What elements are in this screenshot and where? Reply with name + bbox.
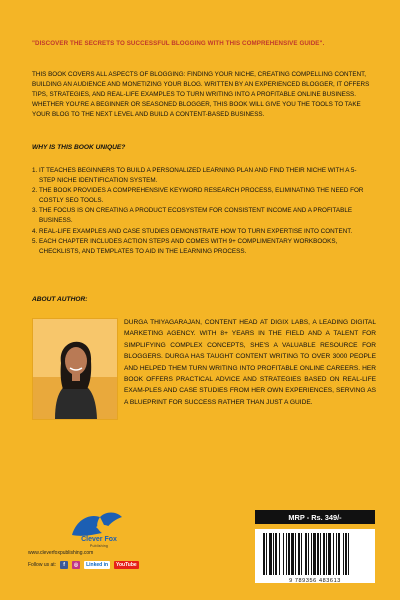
list-text: REAL-LIFE EXAMPLES AND CASE STUDIES DEMONSTRATE HOW TO TURN EXPERTISE INTO CONTENT.: [39, 227, 353, 235]
author-bio: DURGA THIYAGARAJAN, CONTENT HEAD AT DIGIX LABS, A LEADING DIGITAL MARKETING AGENCY. WITH 8+ YEARS IN THE FIELD AND A TALENT FOR SIMPLIFYING COMPLEX CONCEPTS, SHE'S A VALUABLE RESOURCE FOR BLOGGERS. DURGA HAS TAUGHT CONTENT WRITING TO OVER 3000 PEOPLE AND HELPED THEM TURN WRITING INTO PROFITABLE ONLINE CAREERS. HER BOOK OFFERS PRACTICAL ADVICE AND STRATEGIES BASED ON REAL-LIFE EXAM-PLES AND CASE STUDIES FROM HER OWN EXPERIENCES, SERVING AS A BLUEPRINT FOR SUCCESS RATHER THAN JUST A GUIDE.: [124, 319, 376, 406]
why-heading: WHY IS THIS BOOK UNIQUE?: [32, 144, 126, 151]
list-text: IT TEACHES BEGINNERS TO BUILD A PERSONALIZED LEARNING PLAN AND FIND THEIR NICHE WITH A 5-STEP NICHE IDENTIFICATION SYSTEM.: [39, 167, 357, 184]
publisher-website[interactable]: www.cleverfoxpublishing.com: [28, 550, 94, 556]
list-item: [32, 186, 372, 205]
publisher-brand: [64, 536, 134, 550]
list-text: THE FOCUS IS ON CREATING A PRODUCT ECOSYSTEM FOR CONSISTENT INCOME AND A PROFITABLE BUSINESS.: [39, 207, 353, 224]
follow-label: Follow us at:: [28, 562, 57, 568]
list-number: 2.: [32, 187, 38, 195]
list-number: 3.: [32, 207, 38, 215]
why-list: [32, 166, 372, 257]
list-number: 4.: [32, 227, 38, 235]
list-item: [32, 227, 372, 237]
tagline: "DISCOVER THE SECRETS TO SUCCESSFUL BLOGGING WITH THIS COMPREHENSIVE GUIDE".: [32, 40, 325, 47]
list-item: [32, 206, 372, 225]
intro-paragraph: THIS BOOK COVERS ALL ASPECTS OF BLOGGING: FINDING YOUR NICHE, CREATING COMPELLING CONTENT, BUILDING AN AUDIENCE AND MONETIZING YOUR BLOG. WRITTEN BY AN EXPERIENCED BLOGGER, IT OFFERS TIPS, STRATEGIES, AND REAL-LIFE EXAMPLES TO TURN WRITING INTO A PROFITABLE ONLINE BUSINESS. WHETHER YOU'RE A BEGINNER OR SEASONED BLOGGER, THIS BOOK WILL GIVE YOU THE TOOLS TO TAKE YOUR BLOG TO THE NEXT LEVEL AND BUILD A CONTENT-BASED BUSINESS.: [32, 71, 370, 118]
facebook-icon[interactable]: f: [60, 561, 68, 569]
list-text: EACH CHAPTER INCLUDES ACTION STEPS AND COMES WITH 9+ COMPLIMENTARY WORKBOOKS, CHECKLISTS, AND TEMPLATES TO AID IN THE LEARNING PROCESS.: [39, 238, 338, 255]
barcode: [255, 529, 375, 583]
instagram-icon[interactable]: ◎: [73, 562, 79, 568]
list-number: 5.: [32, 238, 38, 246]
list-text: THE BOOK PROVIDES A COMPREHENSIVE KEYWORD RESEARCH PROCESS, ELIMINATING THE NEED FOR COSTLY SEO TOOLS.: [39, 187, 364, 204]
author-photo: [32, 318, 118, 420]
social-row: [28, 561, 139, 569]
publisher-name: Clever Fox: [81, 536, 117, 543]
price-tag: MRP - Rs. 349/-: [255, 510, 375, 524]
youtube-icon[interactable]: YouTube: [116, 562, 137, 568]
linkedin-icon[interactable]: Linked in: [86, 562, 109, 568]
about-heading: ABOUT AUTHOR:: [32, 296, 88, 303]
list-item: [32, 166, 372, 185]
list-number: 1.: [32, 167, 38, 174]
list-item: [32, 237, 372, 256]
isbn-number: 9 789356 483613: [289, 578, 341, 584]
publisher-sub: Publishing: [89, 544, 109, 548]
